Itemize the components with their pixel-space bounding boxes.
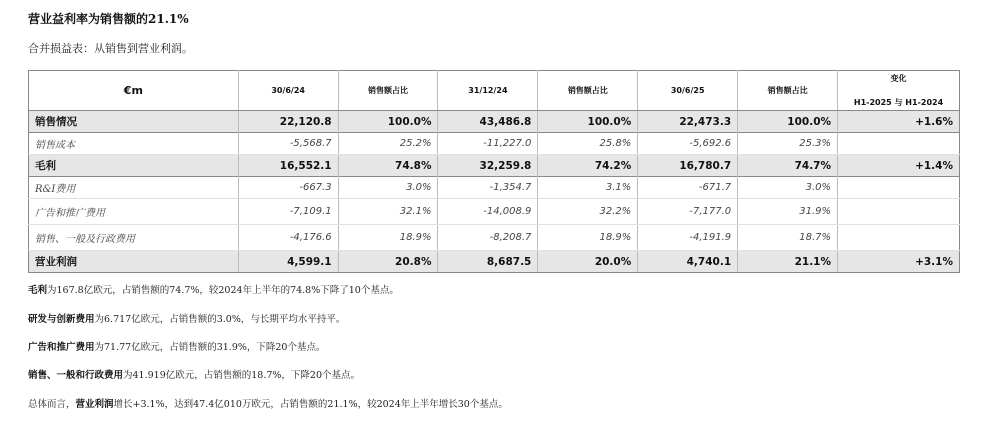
table-row-ri-expenses [29,177,960,199]
cell-value: -7,177.0 [638,199,738,225]
cell-pct: 18.9% [338,225,438,251]
page-title: 营业益利率为销售额的21.1% [28,12,189,26]
paragraph-sga [28,367,360,381]
table-row-sga [29,225,960,251]
table-row-gross-profit [29,155,960,177]
paragraph-prefix: 总体而言， [28,399,76,410]
paragraph-keyword: 广告和推广费用 [28,342,95,353]
header-pct-2: 销售额占比 [538,71,638,111]
cell-value: 8,687.5 [438,251,538,273]
cell-value: -4,176.6 [238,225,338,251]
cell-change: +1.4% [838,155,960,177]
cell-pct: 25.3% [738,133,838,155]
row-label: 销售情况 [29,111,239,133]
cell-pct: 3.1% [538,177,638,199]
paragraph-text: 为71.77亿欧元，占销售额的31.9%，下降20个基点。 [94,342,326,353]
cell-pct: 32.1% [338,199,438,225]
paragraph-keyword: 毛利 [28,285,48,296]
cell-pct: 18.7% [738,225,838,251]
cell-value: -4,191.9 [638,225,738,251]
paragraph-text: 为41.919亿欧元，占销售额的18.7%，下降20个基点。 [123,370,361,381]
header-unit: €m [29,71,239,111]
cell-value: 16,552.1 [238,155,338,177]
cell-pct: 74.2% [538,155,638,177]
cell-change [838,199,960,225]
cell-value: -7,109.1 [238,199,338,225]
paragraph-gross-profit [28,282,399,296]
cell-pct: 31.9% [738,199,838,225]
row-label: 营业利润 [29,251,239,273]
cell-change [838,133,960,155]
table-row-advertising [29,199,960,225]
cell-pct: 100.0% [338,111,438,133]
row-label: R&I费用 [29,177,239,199]
header-change [838,71,960,111]
table-row-sales [29,111,960,133]
cell-pct: 3.0% [738,177,838,199]
header-date-2: 31/12/24 [438,71,538,111]
table-row-operating-profit [29,251,960,273]
header-pct-1: 销售额占比 [338,71,438,111]
income-statement-table [28,70,960,273]
cell-pct: 32.2% [538,199,638,225]
cell-pct: 20.8% [338,251,438,273]
row-label: 销售、一般及行政费用 [29,225,239,251]
paragraph-operating-profit [28,396,508,410]
cell-pct: 74.8% [338,155,438,177]
cell-change: +1.6% [838,111,960,133]
row-label: 销售成本 [29,133,239,155]
paragraph-text: 为6.717亿欧元，占销售额的3.0%，与长期平均水平持平。 [94,314,346,325]
header-pct-3: 销售额占比 [738,71,838,111]
header-change-sub: H1-2025 与 H1-2024 [853,98,944,107]
cell-value: 22,120.8 [238,111,338,133]
row-label: 广告和推广费用 [29,199,239,225]
paragraph-keyword: 营业利润 [75,399,114,410]
table-caption: 合并损益表：从销售到营业利润。 [28,42,193,55]
header-date-1: 30/6/24 [238,71,338,111]
cell-change: +3.1% [838,251,960,273]
cell-value: -5,568.7 [238,133,338,155]
cell-value: -5,692.6 [638,133,738,155]
cell-change [838,177,960,199]
paragraph-text: 增长+3.1%，达到47.4亿010万欧元，占销售额的21.1%，较2024年上半年增长30个基点。 [113,399,508,410]
cell-value: -8,208.7 [438,225,538,251]
cell-pct: 100.0% [538,111,638,133]
cell-change [838,225,960,251]
cell-pct: 3.0% [338,177,438,199]
cell-pct: 21.1% [738,251,838,273]
header-date-3: 30/6/25 [638,71,738,111]
cell-value: -14,008.9 [438,199,538,225]
row-label: 毛利 [29,155,239,177]
cell-value: 32,259.8 [438,155,538,177]
cell-pct: 18.9% [538,225,638,251]
table-row-cost-of-sales [29,133,960,155]
cell-value: 4,740.1 [638,251,738,273]
paragraph-text: 为167.8亿欧元，占销售额的74.7%，较2024年上半年的74.8%下降了10个基点。 [47,285,399,296]
cell-pct: 74.7% [738,155,838,177]
cell-value: -671.7 [638,177,738,199]
paragraph-keyword: 研发与创新费用 [28,314,95,325]
cell-value: -667.3 [238,177,338,199]
header-change-title: 变化 [890,74,907,83]
cell-value: -11,227.0 [438,133,538,155]
cell-value: -1,354.7 [438,177,538,199]
paragraph-advertising [28,339,325,353]
cell-value: 4,599.1 [238,251,338,273]
cell-pct: 25.2% [338,133,438,155]
cell-value: 43,486.8 [438,111,538,133]
paragraph-ri [28,311,345,325]
table-header-row [29,71,960,111]
cell-pct: 20.0% [538,251,638,273]
cell-value: 22,473.3 [638,111,738,133]
cell-pct: 25.8% [538,133,638,155]
cell-pct: 100.0% [738,111,838,133]
paragraph-keyword: 销售、一般和行政费用 [28,370,124,381]
cell-value: 16,780.7 [638,155,738,177]
